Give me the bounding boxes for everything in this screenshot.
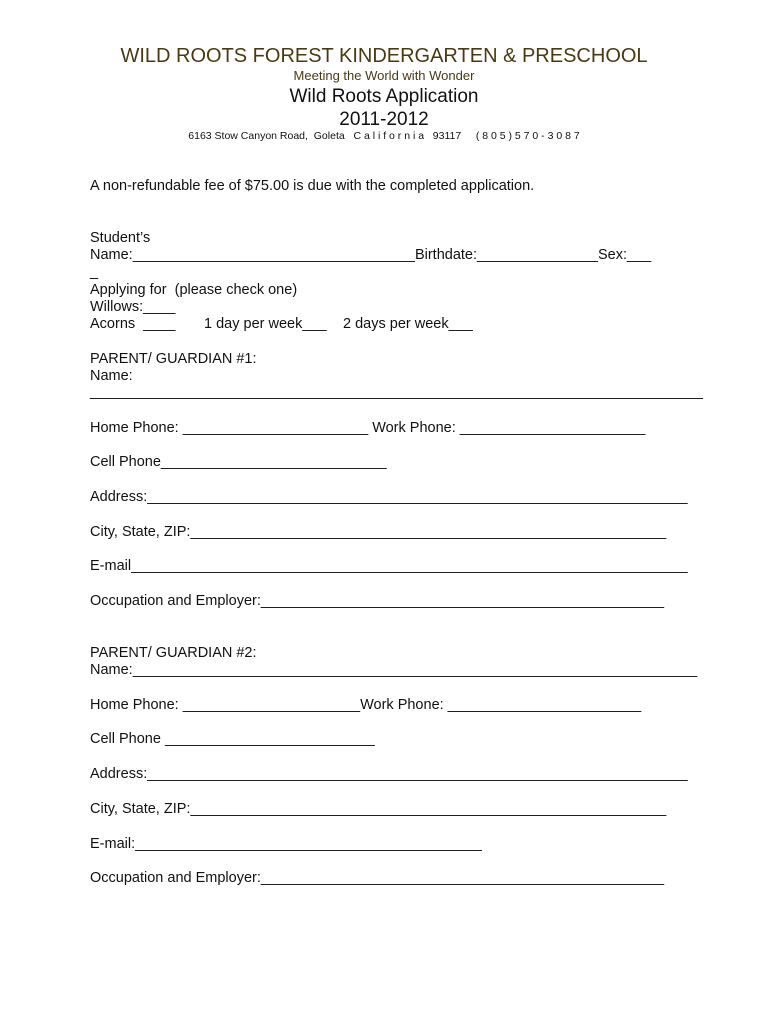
school-year: 2011-2012 xyxy=(339,109,429,130)
guardian1-occupation-line: Occupation and Employer:__________________________________________________ xyxy=(90,593,665,609)
guardian1-email-line: E-mail_____________________________________________________________________ xyxy=(90,558,688,574)
fee-notice: A non-refundable fee of $75.00 is due with the completed application. xyxy=(90,178,535,194)
two-days-option: 2 days per week___ xyxy=(343,316,473,332)
guardian1-heading: PARENT/ GUARDIAN #1: xyxy=(90,351,257,367)
school-address: 6163 Stow Canyon Road, Goleta C a l i f o r n i a 93117 ( 8 0 5 ) 5 7 0 - 3 0 8 7 xyxy=(188,130,580,142)
school-name: WILD ROOTS FOREST KINDERGARTEN & PRESCHOOL xyxy=(120,45,648,67)
form-title: Wild Roots Application xyxy=(289,86,479,107)
guardian2-email-line: E-mail:___________________________________________ xyxy=(90,836,482,852)
guardian2-occupation-line: Occupation and Employer:__________________________________________________ xyxy=(90,870,665,886)
student-name-birthdate-sex-line: Name:___________________________________Birthdate:_______________Sex:___ xyxy=(90,247,652,263)
guardian1-city-line: City, State, ZIP:___________________________________________________________ xyxy=(90,524,667,540)
guardian2-heading: PARENT/ GUARDIAN #2: xyxy=(90,645,257,661)
guardian2-name-line: Name:______________________________________________________________________ xyxy=(90,662,698,678)
student-label: Student’s xyxy=(90,230,151,246)
applying-for-label: Applying for (please check one) xyxy=(90,282,298,298)
one-day-option: 1 day per week___ xyxy=(204,316,327,332)
guardian1-address-line: Address:___________________________________________________________________ xyxy=(90,489,688,505)
guardian1-phones-line: Home Phone: _______________________ Work Phone: _______________________ xyxy=(90,420,646,436)
guardian2-address-line: Address:___________________________________________________________________ xyxy=(90,766,688,782)
tagline: Meeting the World with Wonder xyxy=(293,68,475,83)
guardian2-phones-line: Home Phone: ______________________Work Phone: ________________________ xyxy=(90,697,642,713)
guardian1-cell-line: Cell Phone____________________________ xyxy=(90,454,387,470)
guardian2-cell-line: Cell Phone __________________________ xyxy=(90,731,375,747)
acorns-option: Acorns ____ xyxy=(90,316,176,332)
student-line-wrap: _ xyxy=(90,264,99,280)
guardian2-city-line: City, State, ZIP:___________________________________________________________ xyxy=(90,801,667,817)
guardian1-name-label: Name: xyxy=(90,368,133,384)
guardian1-name-blank: ____________________________________________________________________________ xyxy=(90,384,703,400)
willows-option: Willows:____ xyxy=(90,299,176,315)
